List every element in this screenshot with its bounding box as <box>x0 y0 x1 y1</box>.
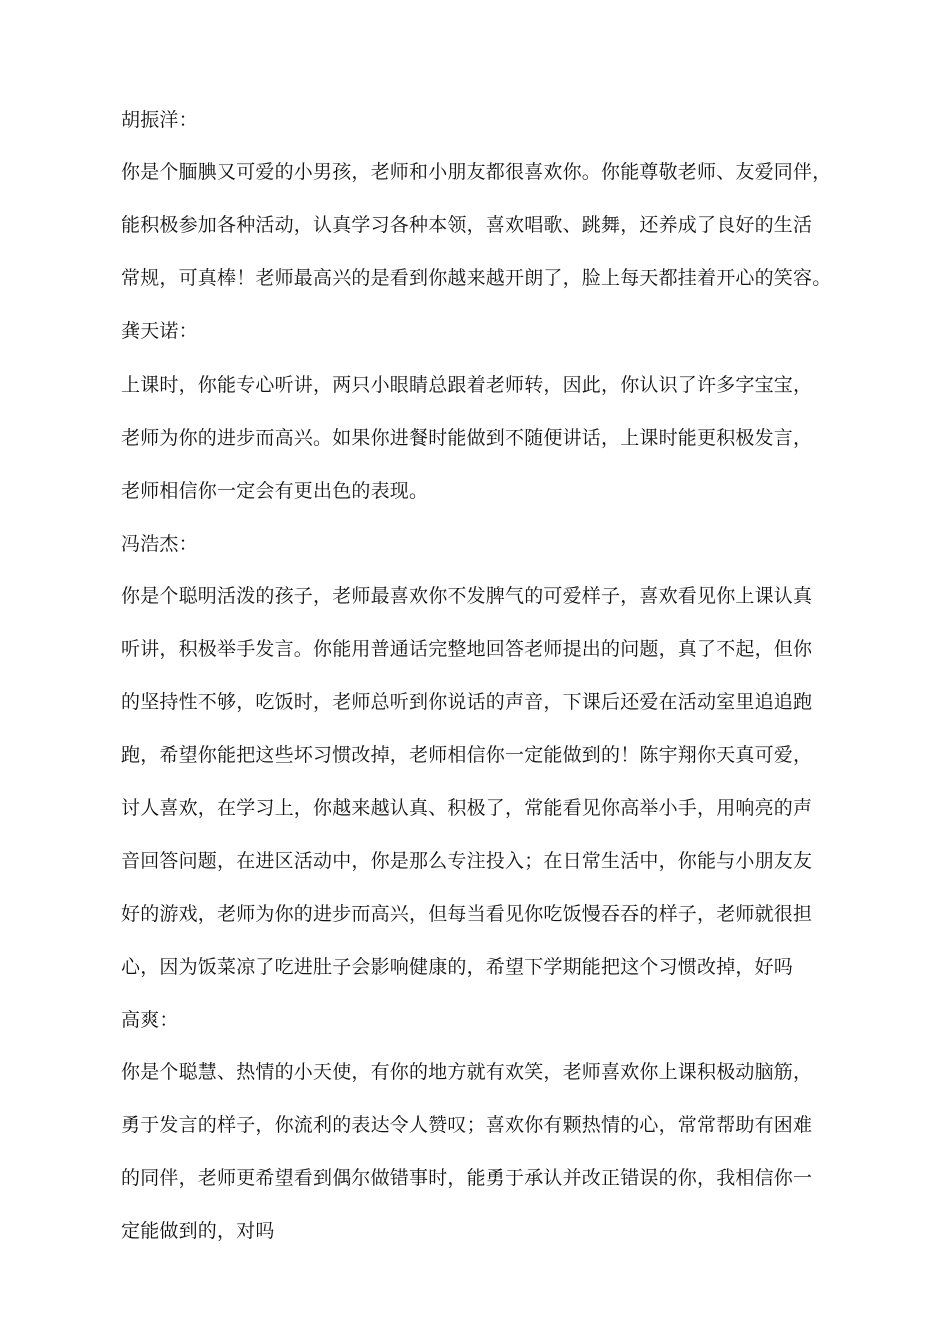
comment-line: 上课时，你能专心听讲，两只小眼睛总跟着老师转，因此，你认识了许多字宝宝， <box>121 374 813 396</box>
comment-line: 老师相信你一定会有更出色的表现。 <box>121 480 429 502</box>
comment-line: 听讲，积极举手发言。你能用普通话完整地回答老师提出的问题，真了不起，但你 <box>121 638 813 660</box>
student-name-heading: 冯浩杰： <box>121 533 198 555</box>
comment-line: 跑，希望你能把这些坏习惯改掉，老师相信你一定能做到的！陈宇翔你天真可爱， <box>121 744 813 766</box>
comment-line: 老师为你的进步而高兴。如果你进餐时能做到不随便讲话，上课时能更积极发言， <box>121 427 813 449</box>
comment-line: 你是个腼腆又可爱的小男孩，老师和小朋友都很喜欢你。你能尊敬老师、友爱同伴， <box>121 161 832 183</box>
comment-line: 定能做到的，对吗 <box>121 1220 275 1242</box>
comment-line: 的坚持性不够，吃饭时，老师总听到你说话的声音，下课后还爱在活动室里追追跑 <box>121 691 813 713</box>
comment-line: 的同伴，老师更希望看到偶尔做错事时，能勇于承认并改正错误的你，我相信你一 <box>121 1167 813 1189</box>
comment-line: 常规，可真棒！老师最高兴的是看到你越来越开朗了，脸上每天都挂着开心的笑容。 <box>121 267 832 289</box>
student-name-heading: 胡振洋： <box>121 109 198 131</box>
comment-line: 音回答问题，在进区活动中，你是那么专注投入；在日常生活中，你能与小朋友友 <box>121 850 813 872</box>
comment-line: 你是个聪明活泼的孩子，老师最喜欢你不发脾气的可爱样子，喜欢看见你上课认真 <box>121 585 813 607</box>
student-name-heading: 龚天诺： <box>121 320 198 342</box>
comment-line: 心，因为饭菜凉了吃进肚子会影响健康的，希望下学期能把这个习惯改掉，好吗 <box>121 956 794 978</box>
comment-line: 勇于发言的样子，你流利的表达令人赞叹；喜欢你有颗热情的心，常常帮助有困难 <box>121 1114 813 1136</box>
comment-line: 能积极参加各种活动，认真学习各种本领，喜欢唱歌、跳舞，还养成了良好的生活 <box>121 214 813 236</box>
comment-line: 好的游戏，老师为你的进步而高兴，但每当看见你吃饭慢吞吞的样子，老师就很担 <box>121 903 813 925</box>
comment-line: 讨人喜欢，在学习上，你越来越认真、积极了，常能看见你高举小手，用响亮的声 <box>121 797 813 819</box>
comment-line: 你是个聪慧、热情的小天使，有你的地方就有欢笑，老师喜欢你上课积极动脑筋， <box>121 1061 813 1083</box>
student-name-heading: 高爽： <box>121 1009 179 1031</box>
